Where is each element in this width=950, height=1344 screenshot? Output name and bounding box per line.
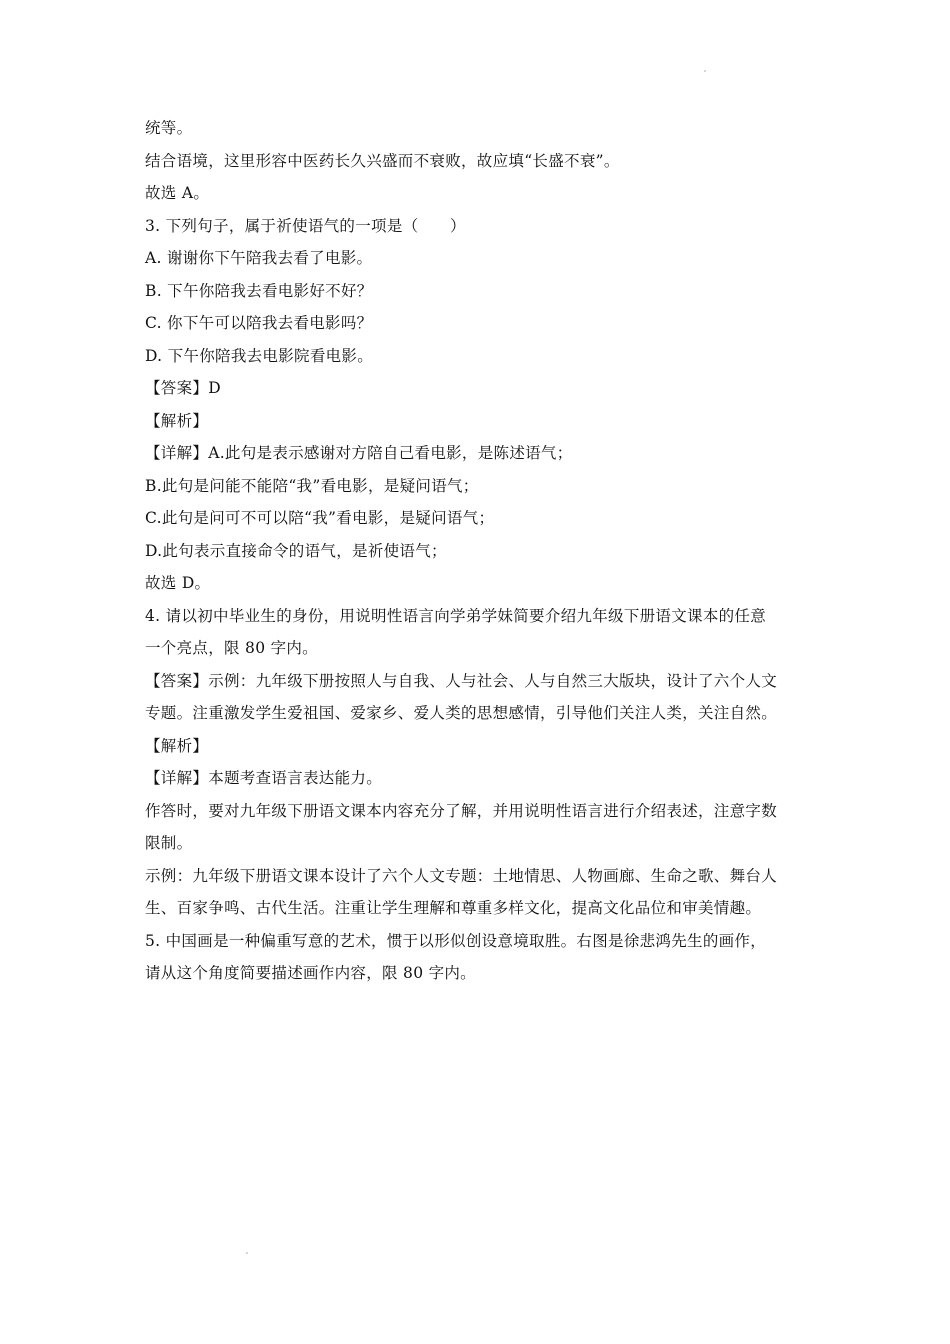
question-3-detail-c: C.此句是问可不可以陪“我”看电影，是疑问语气； (145, 509, 495, 527)
question-3-answer: 【答案】D (145, 379, 221, 397)
question-4-answer-cont: 专题。注重激发学生爱祖国、爱家乡、爱人类的思想感情，引导他们关注人类，关注自然。 (145, 704, 778, 722)
question-3-option-d: D. 下午你陪我去电影院看电影。 (145, 346, 374, 365)
question-3-option-b: B. 下午你陪我去看电影好不好？ (145, 281, 373, 300)
question-4-detail-cont: 作答时，要对九年级下册语文课本内容充分了解，并用说明性语言进行介绍表述，注意字数 (145, 801, 778, 820)
question-3-option-c: C. 你下午可以陪我去看电影吗？ (145, 314, 373, 332)
text-line: 统等。 (145, 119, 193, 137)
question-3-stem: 3. 下列句子，属于祈使语气的一项是（ ） (145, 216, 466, 235)
question-5-stem-cont: 请从这个角度简要描述画作内容，限 80 字内。 (145, 964, 476, 982)
question-3-option-a: A. 谢谢你下午陪我去看了电影。 (145, 249, 373, 267)
document-body (145, 112, 810, 990)
page-mark-bottom (246, 1252, 248, 1254)
question-3-conclusion: 故选 D。 (145, 574, 211, 592)
question-4-stem-cont: 一个亮点，限 80 字内。 (145, 639, 318, 657)
question-4-detail-cont: 限制。 (145, 834, 193, 852)
text-line: 故选 A。 (145, 184, 210, 202)
question-5-stem: 5. 中国画是一种偏重写意的艺术，惯于以形似创设意境取胜。右图是徐悲鸿先生的画作， (145, 931, 767, 950)
text-line: 结合语境，这里形容中医药长久兴盛而不衰败，故应填“长盛不衰”。 (145, 151, 620, 170)
question-3-detail-b: B.此句是问能不能陪“我”看电影，是疑问语气； (145, 476, 479, 495)
question-4-answer: 【答案】示例：九年级下册按照人与自我、人与社会、人与自然三大版块，设计了六个人文 (145, 671, 778, 690)
question-4-analysis-heading: 【解析】 (145, 736, 209, 755)
question-4-example-cont: 生、百家争鸣、古代生活。注重让学生理解和尊重多样文化，提高文化品位和审美情趣。 (145, 899, 762, 917)
question-4-detail: 【详解】本题考查语言表达能力。 (145, 769, 383, 787)
question-3-analysis-heading: 【解析】 (145, 411, 209, 430)
question-3-detail: 【详解】A.此句是表示感谢对方陪自己看电影，是陈述语气； (145, 444, 573, 462)
question-4-example: 示例：九年级下册语文课本设计了六个人文专题：土地情思、人物画廊、生命之歌、舞台人 (145, 866, 778, 885)
question-4-stem: 4. 请以初中毕业生的身份，用说明性语言向学弟学妹简要介绍九年级下册语文课本的任意 (145, 606, 767, 625)
page-mark-top (704, 70, 706, 72)
question-3-detail-d: D.此句表示直接命令的语气，是祈使语气； (145, 541, 447, 560)
